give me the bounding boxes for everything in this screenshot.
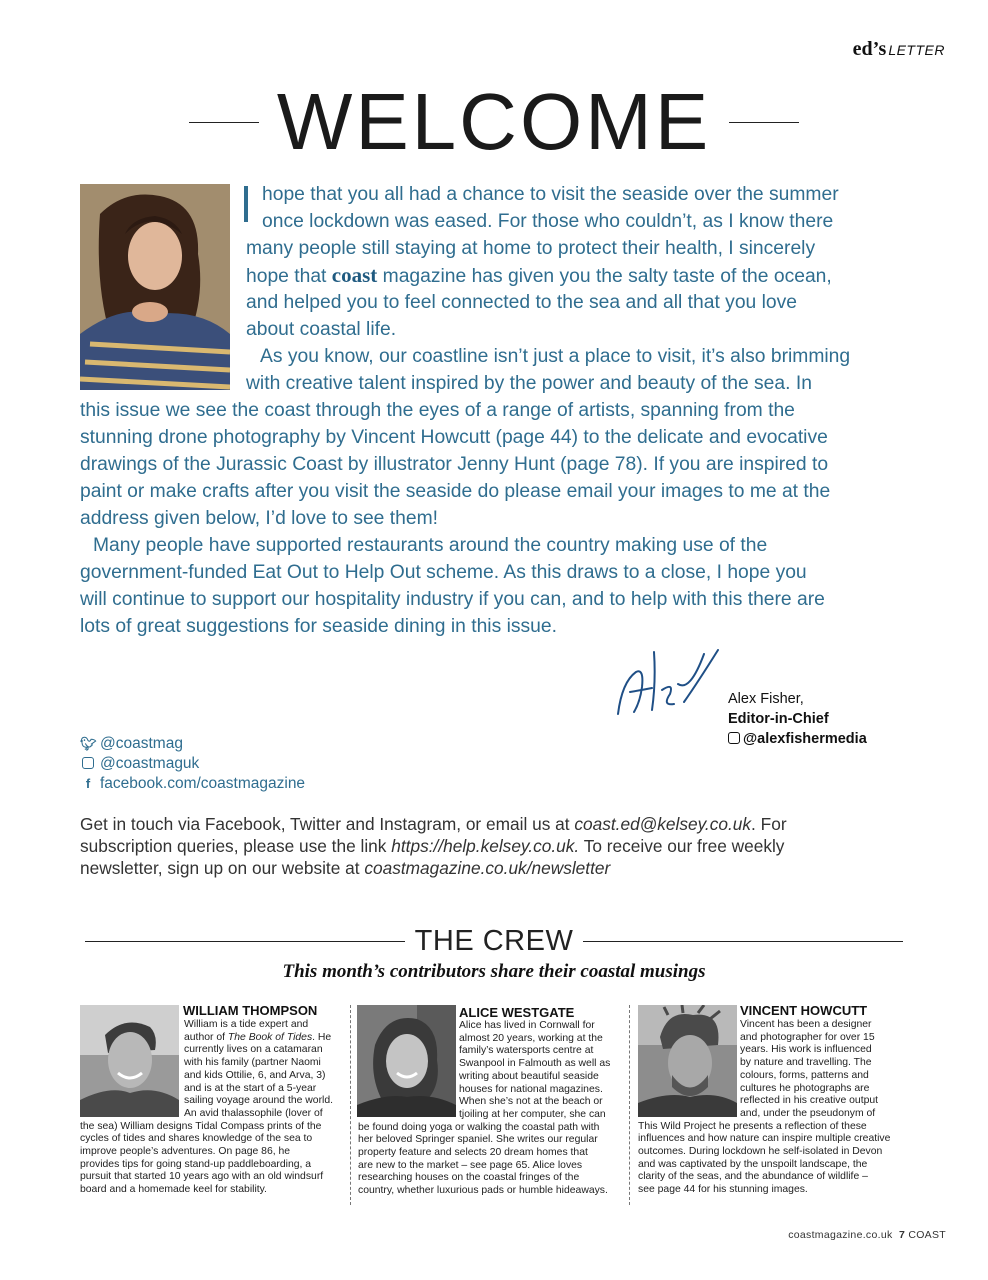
crew-photo-alice bbox=[357, 1005, 456, 1117]
crew-bio-line: board and a homemade keel for stability. bbox=[80, 1184, 267, 1196]
contact-text: newsletter, sign up on our website at bbox=[80, 858, 365, 878]
crew-bio-line: and was captivated by the unspoilt landscape, the bbox=[638, 1158, 868, 1170]
crew-bio-line: author of The Book of Tides. He bbox=[184, 1031, 332, 1043]
editor-portrait bbox=[80, 184, 230, 390]
contact-text: To receive our free weekly bbox=[579, 836, 785, 856]
crew-bio-line: and kids Ottilie, 6, and Arva, 3) bbox=[184, 1069, 326, 1081]
book-title: The Book of Tides bbox=[227, 1031, 313, 1043]
letter-line: with creative talent inspired by the power and beauty of the sea. In bbox=[246, 373, 812, 394]
instagram-handle: @coastmaguk bbox=[100, 755, 200, 772]
crew-title bbox=[0, 925, 988, 958]
subscription-link[interactable]: https://help.kelsey.co.uk. bbox=[391, 836, 580, 856]
social-twitter[interactable] bbox=[80, 735, 183, 753]
crew-bio-line: cycles of tides and shares knowledge of the sea to bbox=[80, 1133, 313, 1145]
crew-bio-line: Vincent has been a designer bbox=[740, 1019, 872, 1030]
crew-bio-line: This Wild Project he presents a reflection of these bbox=[638, 1120, 867, 1132]
letter-line: many people still staying at home to protect their health, I sincerely bbox=[246, 238, 816, 259]
crew-bio-line: cultures he photographs are bbox=[740, 1082, 870, 1094]
editor-role: Editor-in-Chief bbox=[728, 711, 829, 727]
letter-line: lots of great suggestions for seaside dining in this issue. bbox=[80, 616, 557, 637]
editor-name: Alex Fisher, bbox=[728, 691, 804, 707]
crew-subtitle: This month’s contributors share their coastal musings bbox=[282, 961, 706, 982]
contact-text: . For bbox=[751, 814, 787, 834]
section-tag-bold: ed’s bbox=[852, 38, 887, 60]
letter-line: will continue to support our hospitality industry if you can, and to help with this there are bbox=[80, 589, 825, 610]
editor-handle-text: @alexfishermedia bbox=[743, 731, 867, 747]
crew-bio-line: family’s watersports centre at bbox=[459, 1045, 594, 1057]
contact-line bbox=[80, 836, 784, 857]
crew-bio-line: property feature and selects 20 dream homes that bbox=[358, 1147, 588, 1158]
crew-bio-line: are new to the market – see page 65. Alice loves bbox=[358, 1159, 583, 1171]
crew-bio-line: improve people’s adventures. On page 86, he bbox=[80, 1146, 291, 1157]
title-rule-left bbox=[189, 122, 259, 123]
crew-bio-line: Swanpool in Falmouth as well as bbox=[459, 1058, 611, 1070]
letter-line: government-funded Eat Out to Help Out scheme. As this draws to a close, I hope you bbox=[80, 562, 807, 583]
crew-bio-line: her beloved Springer spaniel. She writes our regular bbox=[358, 1134, 598, 1146]
crew-bio-line: William is a tide expert and bbox=[184, 1019, 309, 1030]
crew-bio-line: country, whether luxurious pads or humble hideaways. bbox=[358, 1185, 608, 1197]
crew-bio-line: clarity of the seas, and the abundance of wildlife – bbox=[638, 1171, 868, 1183]
letter-line: address given below, I’d love to see them! bbox=[80, 508, 438, 529]
crew-bio-line: provides tips for going stand-up paddleboarding, a bbox=[80, 1158, 312, 1170]
crew-bio-line: with his family (partner Naomi bbox=[184, 1057, 321, 1069]
crew-rule-right bbox=[583, 941, 903, 942]
page-number: 7 bbox=[898, 1229, 906, 1241]
crew-bio-line: colours, forms, patterns and bbox=[740, 1069, 869, 1081]
letter-line bbox=[246, 262, 832, 290]
editor-handle bbox=[728, 731, 867, 747]
letter-line: As you know, our coastline isn’t just a place to visit, it’s also brimming bbox=[260, 346, 851, 367]
crew-name: VINCENT HOWCUTT bbox=[740, 1003, 868, 1018]
social-instagram[interactable] bbox=[80, 755, 199, 773]
instagram-icon bbox=[728, 732, 740, 744]
twitter-icon: 🐦︎ bbox=[80, 736, 97, 751]
page-title-text: WELCOME bbox=[276, 77, 712, 166]
contact-text: Get in touch via Facebook, Twitter and Instagram, or email us at bbox=[80, 814, 575, 834]
crew-bio-line: almost 20 years, working at the bbox=[459, 1032, 603, 1044]
crew-bio-line: Alice has lived in Cornwall for bbox=[459, 1020, 595, 1031]
crew-bio-line: researching houses on the coastal fringes of the bbox=[358, 1172, 580, 1184]
crew-bio-line: years. His work is influenced bbox=[740, 1044, 872, 1056]
contact-text: subscription queries, please use the link bbox=[80, 836, 392, 856]
column-divider bbox=[629, 1005, 630, 1205]
newsletter-link[interactable]: coastmagazine.co.uk/newsletter bbox=[364, 858, 611, 878]
drop-cap-i bbox=[244, 186, 248, 222]
facebook-icon: f bbox=[85, 776, 91, 791]
letter-line: once lockdown was eased. For those who couldn’t, as I know there bbox=[262, 211, 834, 232]
crew-name: WILLIAM THOMPSON bbox=[183, 1003, 318, 1018]
crew-bio-line: When she’s not at the beach or bbox=[459, 1096, 603, 1108]
crew-photo-william bbox=[80, 1005, 179, 1117]
crew-bio-line: the sea) William designs Tidal Compass prints of the bbox=[80, 1120, 322, 1132]
letter-line: about coastal life. bbox=[246, 319, 397, 340]
editor-signature bbox=[612, 632, 727, 722]
crew-bio-line: sailing voyage around the world. bbox=[184, 1095, 334, 1107]
column-divider bbox=[350, 1005, 351, 1205]
crew-bio-line: outcomes. During lockdown he self-isolated in Devon bbox=[638, 1146, 883, 1157]
section-tag-italic: LETTER bbox=[888, 42, 945, 58]
crew-name: ALICE WESTGATE bbox=[459, 1005, 575, 1020]
letter-line-prefix: hope that bbox=[246, 266, 327, 287]
letter-line: hope that you all had a chance to visit the seaside over the summer bbox=[262, 184, 839, 205]
crew-bio-line: and photographer for over 15 bbox=[740, 1031, 875, 1043]
crew-bio-line: houses for national magazines. bbox=[459, 1083, 603, 1095]
crew-bio-line: be found doing yoga or walking the coastal path with bbox=[358, 1121, 600, 1133]
twitter-handle: @coastmag bbox=[100, 735, 183, 752]
brand-name: coast bbox=[331, 263, 378, 287]
contact-email[interactable]: coast.ed@kelsey.co.uk bbox=[574, 814, 752, 834]
section-tag bbox=[853, 38, 945, 61]
crew-bio-line: see page 44 for his stunning images. bbox=[638, 1184, 808, 1196]
instagram-icon bbox=[80, 756, 96, 771]
crew-bio-line: and, under the pseudonym of bbox=[740, 1107, 876, 1119]
crew-bio-line: by nature and travelling. The bbox=[740, 1057, 872, 1069]
crew-bio-line: pursuit that started 10 years ago with an old windsurf bbox=[80, 1171, 324, 1183]
letter-line: paint or make crafts after you visit the seaside do please email your images to me at the bbox=[80, 481, 831, 502]
crew-title-text: THE CREW bbox=[414, 925, 574, 957]
crew-rule-left bbox=[85, 941, 405, 942]
crew-bio-line: reflected in his creative output bbox=[740, 1095, 879, 1107]
page-title bbox=[0, 78, 988, 166]
footer-site: coastmagazine.co.uk bbox=[788, 1229, 893, 1241]
crew-bio-line: tjoiling at her computer, she can bbox=[459, 1108, 606, 1120]
letter-line: and helped you to feel connected to the sea and all that you love bbox=[246, 292, 797, 313]
contact-line bbox=[80, 814, 787, 835]
footer-magazine: COAST bbox=[908, 1229, 946, 1241]
crew-photo-vincent bbox=[638, 1005, 737, 1117]
crew-bio-line: An avid thalassophile (lover of bbox=[184, 1107, 323, 1119]
letter-line: this issue we see the coast through the eyes of a range of artists, spanning from the bbox=[80, 400, 795, 421]
letter-line: stunning drone photography by Vincent Howcutt (page 44) to the delicate and evocative bbox=[80, 427, 828, 448]
crew-bio-line: currently lives on a catamaran bbox=[184, 1044, 323, 1056]
crew-bio-line: influences and how nature can inspire multiple creative bbox=[638, 1133, 891, 1145]
letter-line: drawings of the Jurassic Coast by illustrator Jenny Hunt (page 78). If you are inspired to bbox=[80, 454, 829, 475]
social-facebook[interactable] bbox=[80, 775, 305, 793]
crew-bio-line: and is at the start of a 5-year bbox=[184, 1082, 317, 1094]
letter-line-rest: magazine has given you the salty taste of the ocean, bbox=[382, 266, 832, 287]
letter-line: Many people have supported restaurants around the country making use of the bbox=[93, 535, 768, 556]
page-footer bbox=[788, 1229, 946, 1241]
contact-line bbox=[80, 858, 610, 879]
crew-bio-line: writing about beautiful seaside bbox=[459, 1070, 599, 1082]
title-rule-right bbox=[729, 122, 799, 123]
facebook-handle: facebook.com/coastmagazine bbox=[100, 775, 306, 792]
